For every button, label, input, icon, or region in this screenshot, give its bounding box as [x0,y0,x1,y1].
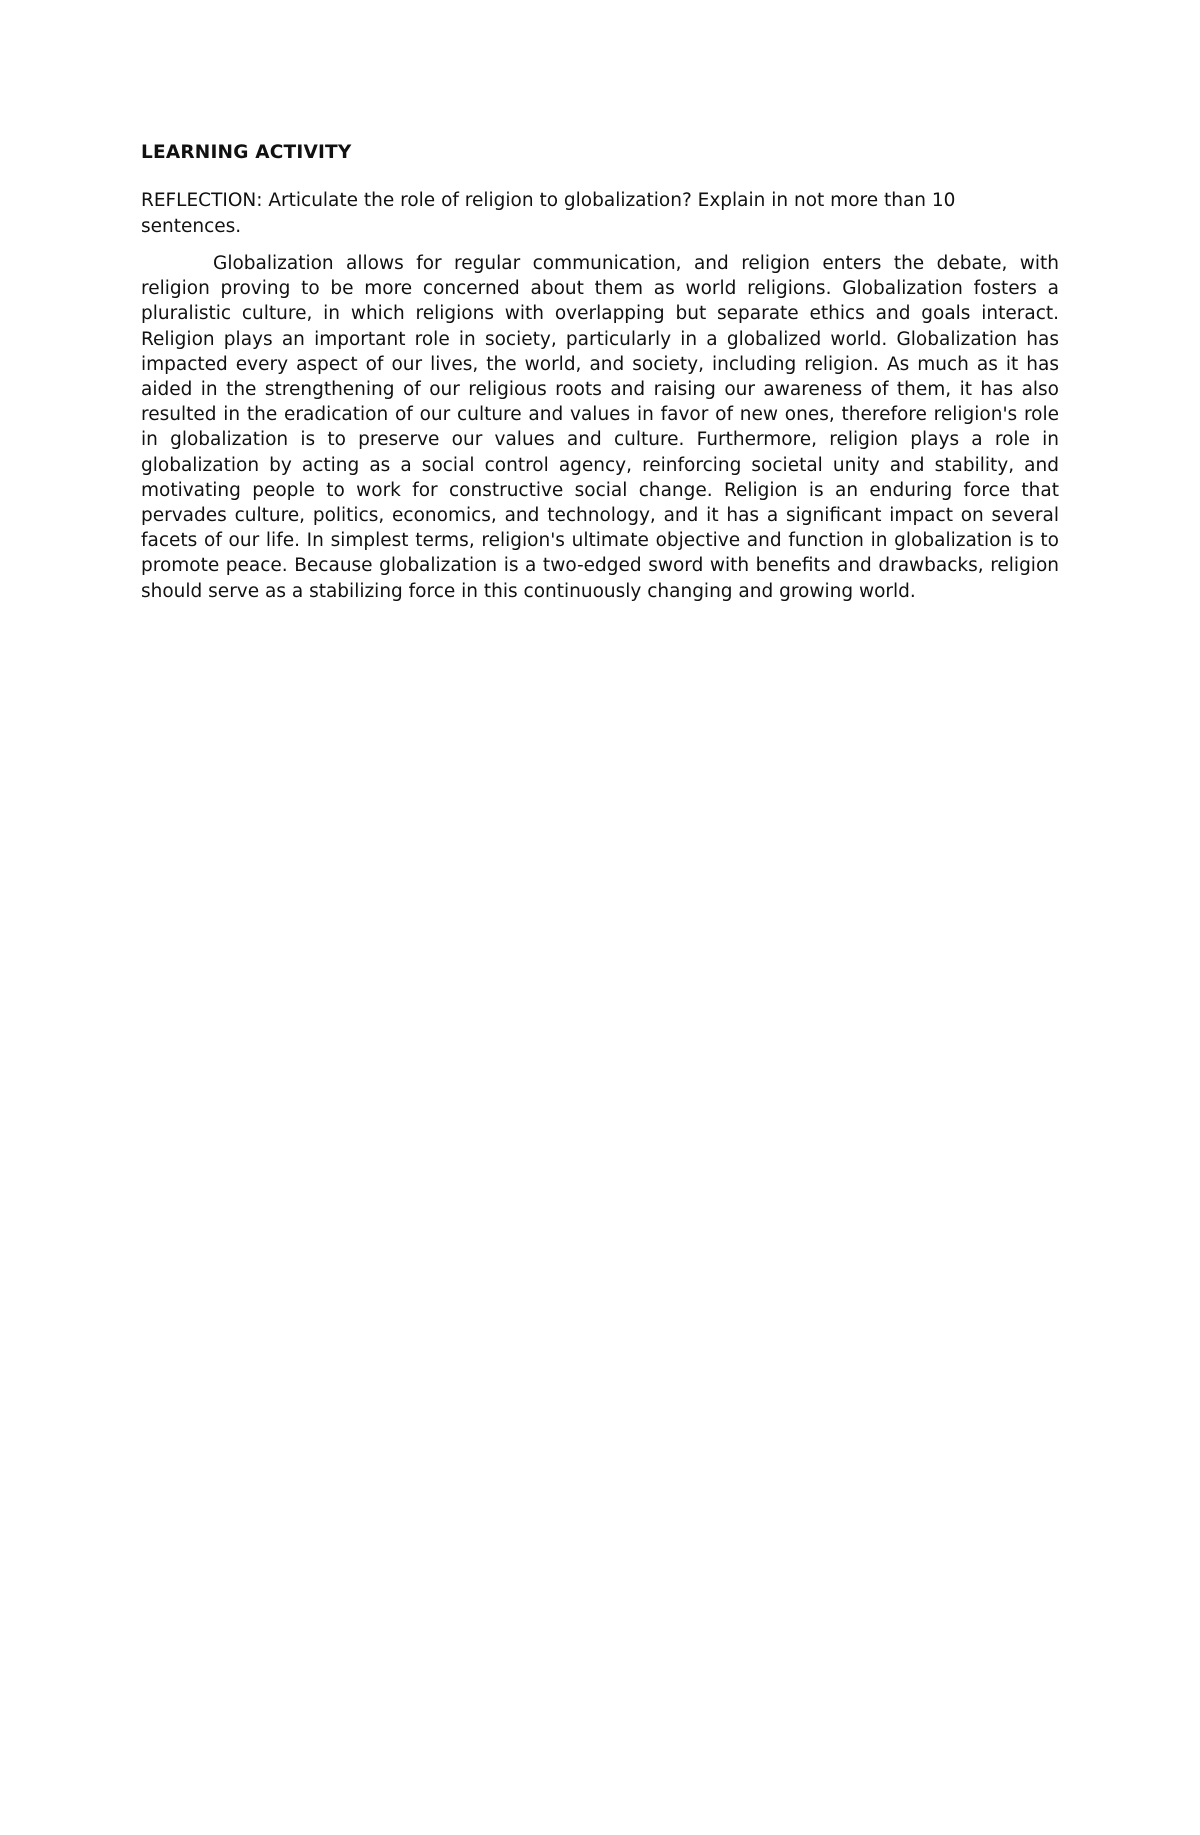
page-title: LEARNING ACTIVITY [141,142,352,163]
reflection-prompt: REFLECTION: Articulate the role of religion to globalization? Explain in not more than 10 sentences. [141,190,956,237]
reflection-answer: Globalization allows for regular communication, and religion enters the debate, with religion proving to be more concerned about them as world religions. Globalization fosters a pluralistic culture, in which religions with overlapping but separate ethics and goals interact. Religion plays an important role in society, particularly in a globalized world. Globalization has impacted every aspect of our lives, the world, and society, including religion. As much as it has aided in the strengthening of our religious roots and raising our awareness of them, it has also resulted in the eradication of our culture and values in favor of new ones, therefore religion's role in globalization is to preserve our values and culture. Furthermore, religion plays a role in globalization by acting as a social control agency, reinforcing societal unity and stability, and motivating people to work for constructive social change. Religion is an enduring force that pervades culture, politics, economics, and technology, and it has a significant impact on several facets of our life. In simplest terms, religion's ultimate objective and function in globalization is to promote peace. Because globalization is a two-edged sword with benefits and drawbacks, religion should serve as a stabilizing force in this continuously changing and growing world. [141,253,1059,602]
document-content [141,140,1059,604]
